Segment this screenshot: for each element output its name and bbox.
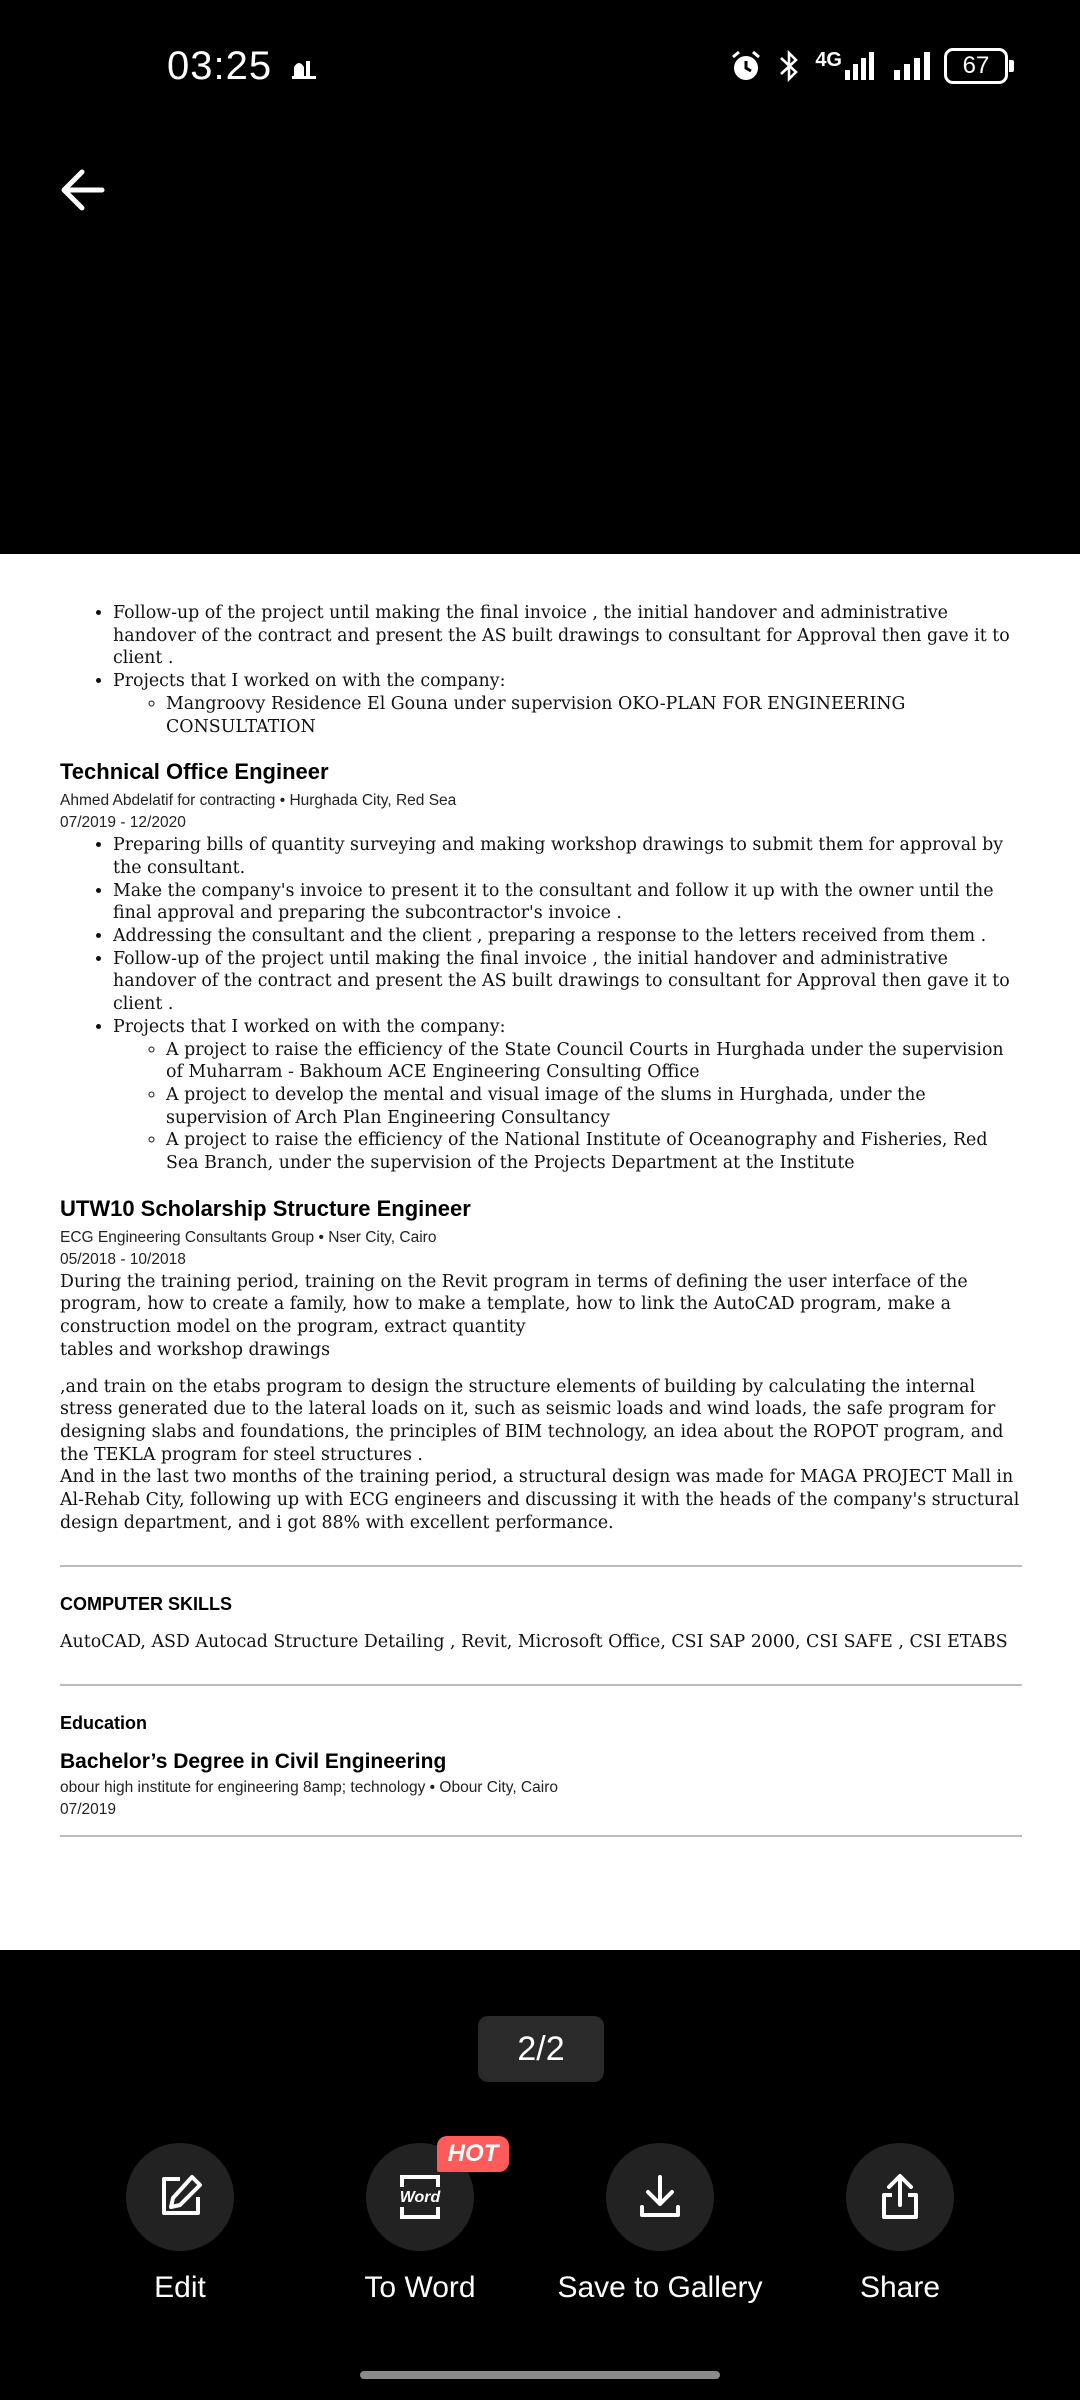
list-item: • Projects that I worked on with the company: ◦ Mangroovy Residence El Gouna under supervision OKO-PLAN FOR ENGINEERING CONSULTATION (113, 670, 1022, 738)
job-company: Ahmed Abdelatif for contracting • Hurghada City, Red Sea (60, 792, 457, 810)
section-heading: Education (60, 1712, 148, 1733)
list-item: ◦ A project to raise the efficiency of the National Institute of Oceanography and Fisheries, Red Sea Branch, under the supervision of the Projects Department at the Institute (166, 1129, 1022, 1174)
list-item: • Preparing bills of quantity surveying and making workshop drawings to submit them for approval by the consultant. (113, 834, 1022, 879)
list-item: ◦ A project to develop the mental and visual image of the slums in Hurghada, under the supervision of Arch Plan Engineering Consultancy (166, 1084, 1022, 1129)
hot-badge: HOT (437, 2136, 509, 2172)
degree-title: Bachelor’s Degree in Civil Engineering (60, 1749, 447, 1773)
page-indicator: 2/2 (478, 2016, 604, 2082)
clock: 03:25 (167, 44, 273, 88)
list-item: • Addressing the consultant and the client , preparing a response to the letters received from them . (113, 925, 1022, 948)
to-word-label: To Word (364, 2271, 476, 2304)
document-page (0, 554, 1080, 1950)
job-dates: 07/2019 - 12/2020 (60, 814, 186, 832)
bluetooth-icon (777, 49, 801, 83)
back-arrow-icon[interactable] (52, 158, 116, 222)
job-company: ECG Engineering Consultants Group • Nser City, Cairo (60, 1228, 437, 1246)
share-button[interactable] (780, 2143, 1020, 2305)
list-item: • Follow-up of the project until making the final invoice , the initial handover and administrative handover of the contract and present the AS built drawings to consultant for Approval then gave it to client . (113, 602, 1022, 670)
list-item: • Projects that I worked on with the company: ◦ A project to raise the efficiency of the State Council Courts in Hurghada under the supervision of Muharram - Bakhoum ACE Engineering Consulting Office ◦ A project to develop the mental and visual image of the slums in Hurghada, under the supervision of Arch Plan Engineering Consultancy ◦ A project to raise the efficiency of the National Institute of Oceanography and Fisheries, Red Sea Branch, under the supervision of the Projects Department at the Institute (113, 1016, 1022, 1175)
home-indicator[interactable] (360, 2371, 720, 2379)
job-dates: 05/2018 - 10/2018 (60, 1250, 186, 1268)
resume-content (60, 602, 1022, 1863)
paragraph: During the training period, training on the Revit program in terms of defining the user interface of the program, how to create a family, how to make a template, how to link the AutoCAD program, make a construction model on the program, extract quantity tables and workshop drawings (60, 1271, 968, 1360)
skills-text: AutoCAD, ASD Autocad Structure Detailing , Revit, Microsoft Office, CSI SAP 2000, CSI SAFE , CSI ETABS (60, 1632, 1008, 1653)
signal-1-icon: 4G (815, 52, 874, 80)
download-icon (634, 2171, 686, 2223)
job-title: Technical Office Engineer (60, 759, 329, 785)
paragraph: ,and train on the etabs program to design the structure elements of building by calculating the internal stress generated due to the lateral loads on it, such as seismic loads and wind loads, the safe program for designing slabs and foundations, the principles of BIM technology, an idea about the ROPOT program, and the TEKLA program for steel structures . And in the last two months of the training period, a structural design was made for MAGA PROJECT Mall in Al-Rehab City, following up with ECG engineers and discussing it with the heads of the company's structural design department, and i got 88% with excellent performance. (60, 1376, 1020, 1533)
education-date: 07/2019 (60, 1801, 117, 1819)
edit-label: Edit (154, 2271, 206, 2304)
divider (60, 1565, 1022, 1567)
bullet-list (60, 834, 1022, 1175)
divider (60, 1684, 1022, 1686)
battery-indicator: 67 (944, 48, 1008, 84)
status-icons (729, 48, 1008, 84)
edit-icon (154, 2171, 206, 2223)
list-item: ◦ Mangroovy Residence El Gouna under supervision OKO-PLAN FOR ENGINEERING CONSULTATION (166, 693, 1022, 738)
share-label: Share (859, 2271, 941, 2304)
bullet-list (60, 602, 1022, 738)
prayer-icon (290, 55, 318, 79)
svg-text:Word: Word (399, 2189, 441, 2206)
list-item: • Make the company's invoice to present it to the consultant and follow it up with the owner until the final approval and preparing the subcontractor's invoice . (113, 880, 1022, 925)
alarm-icon (729, 49, 763, 83)
signal-2-icon (894, 52, 930, 80)
divider (60, 1835, 1022, 1837)
list-item: • Follow-up of the project until making the final invoice , the initial handover and administrative handover of the contract and present the AS built drawings to consultant for Approval then gave it to client . (113, 948, 1022, 1016)
share-icon (874, 2171, 926, 2223)
status-bar (0, 0, 1080, 140)
section-heading: COMPUTER SKILLS (60, 1593, 233, 1614)
school: obour high institute for engineering 8amp; technology • Obour City, Cairo (60, 1779, 558, 1797)
word-icon (392, 2169, 448, 2225)
job-title: UTW10 Scholarship Structure Engineer (60, 1195, 471, 1221)
list-item: ◦ A project to raise the efficiency of the State Council Courts in Hurghada under the supervision of Muharram - Bakhoum ACE Engineering Consulting Office (166, 1039, 1022, 1084)
save-to-gallery-button[interactable] (540, 2143, 780, 2305)
save-label: Save to Gallery (557, 2271, 763, 2304)
edit-button[interactable] (60, 2143, 300, 2305)
